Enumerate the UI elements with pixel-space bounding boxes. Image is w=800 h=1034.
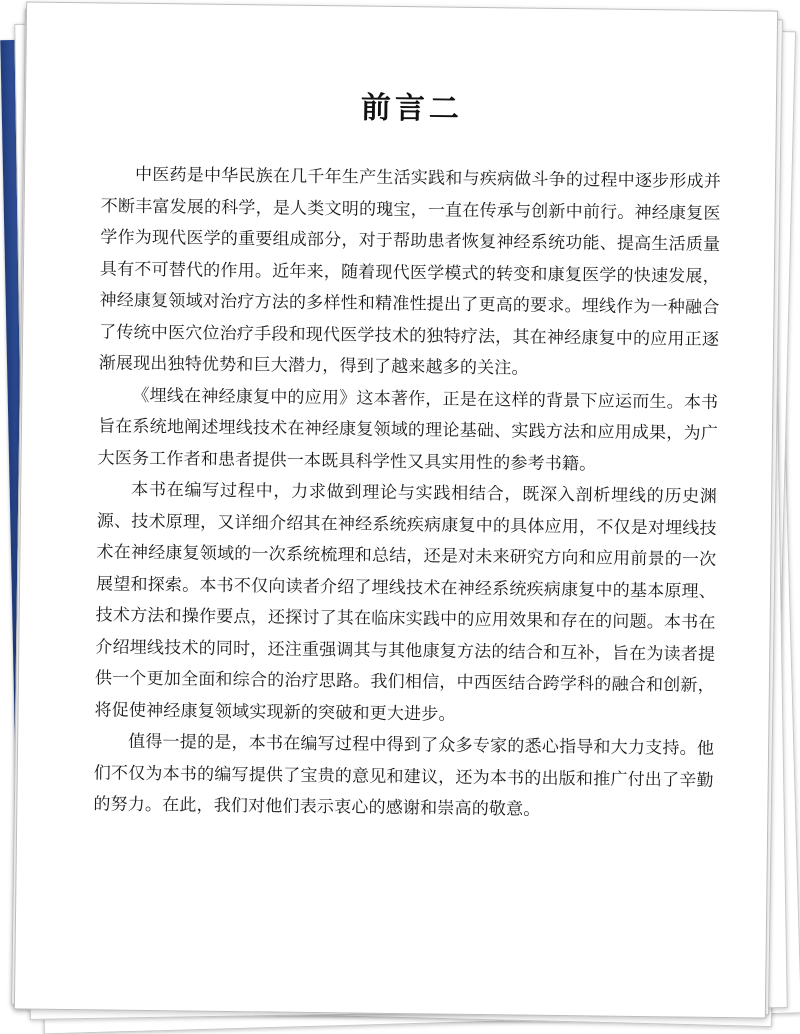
document-page — [14, 1, 778, 1018]
paragraph-2: 《埋线在神经康复中的应用》这本著作，正是在这样的背景下应运而生。本书旨在系统地阐述埋线技术在神经康复领域的理论基础、实践方法和应用成果，为广大医务工作者和患者提供一本既具科学性又具实用性的参考书籍。 — [97, 385, 719, 474]
paragraph-3: 本书在编写过程中，力求做到理论与实践相结合，既深入剖析埋线的历史渊源、技术原理，又详细介绍其在神经系统疾病康复中的具体应用，不仅是对埋线技术在神经康复领域的一次系统梳理和总结，还是对未来研究方向和应用前景的一次展望和探索。本书不仅向读者介绍了埋线技术在神经系统疾病康复中的基本原理、技术方法和操作要点，还探讨了其在临床实践中的应用效果和存在的问题。本书在介绍埋线技术的同时，还注重强调其与其他康复方法的结合和互补，旨在为读者提供一个更加全面和综合的治疗思路。我们相信，中西医结合跨学科的融合和创新，将促使神经康复领域实现新的突破和更大进步。 — [94, 479, 718, 725]
paragraph-4: 值得一提的是，本书在编写过程中得到了众多专家的悉心指导和大力支持。他们不仅为本书的编写提供了宝贵的意见和建议，还为本书的出版和推广付出了辛勤的努力。在此，我们对他们表示衷心的感谢和崇高的敬意。 — [93, 731, 715, 820]
page-title: 前言二 — [360, 90, 464, 127]
paragraph-1: 中医药是中华民族在几千年生产生活实践和与疾病做斗争的过程中逐步形成并不断丰富发展的科学，是人类文明的瑰宝，一直在传承与创新中前行。神经康复医学作为现代医学的重要组成部分，对于帮助患者恢复神经系统功能、提高生活质量具有不可替代的作用。近年来，随着现代医学模式的转变和康复医学的快速发展，神经康复领域对治疗方法的多样性和精准性提出了更高的要求。埋线作为一种融合了传统中医穴位治疗手段和现代医学技术的独特疗法，其在神经康复中的应用正逐渐展现出独特优势和巨大潜力，得到了越来越多的关注。 — [98, 164, 722, 379]
